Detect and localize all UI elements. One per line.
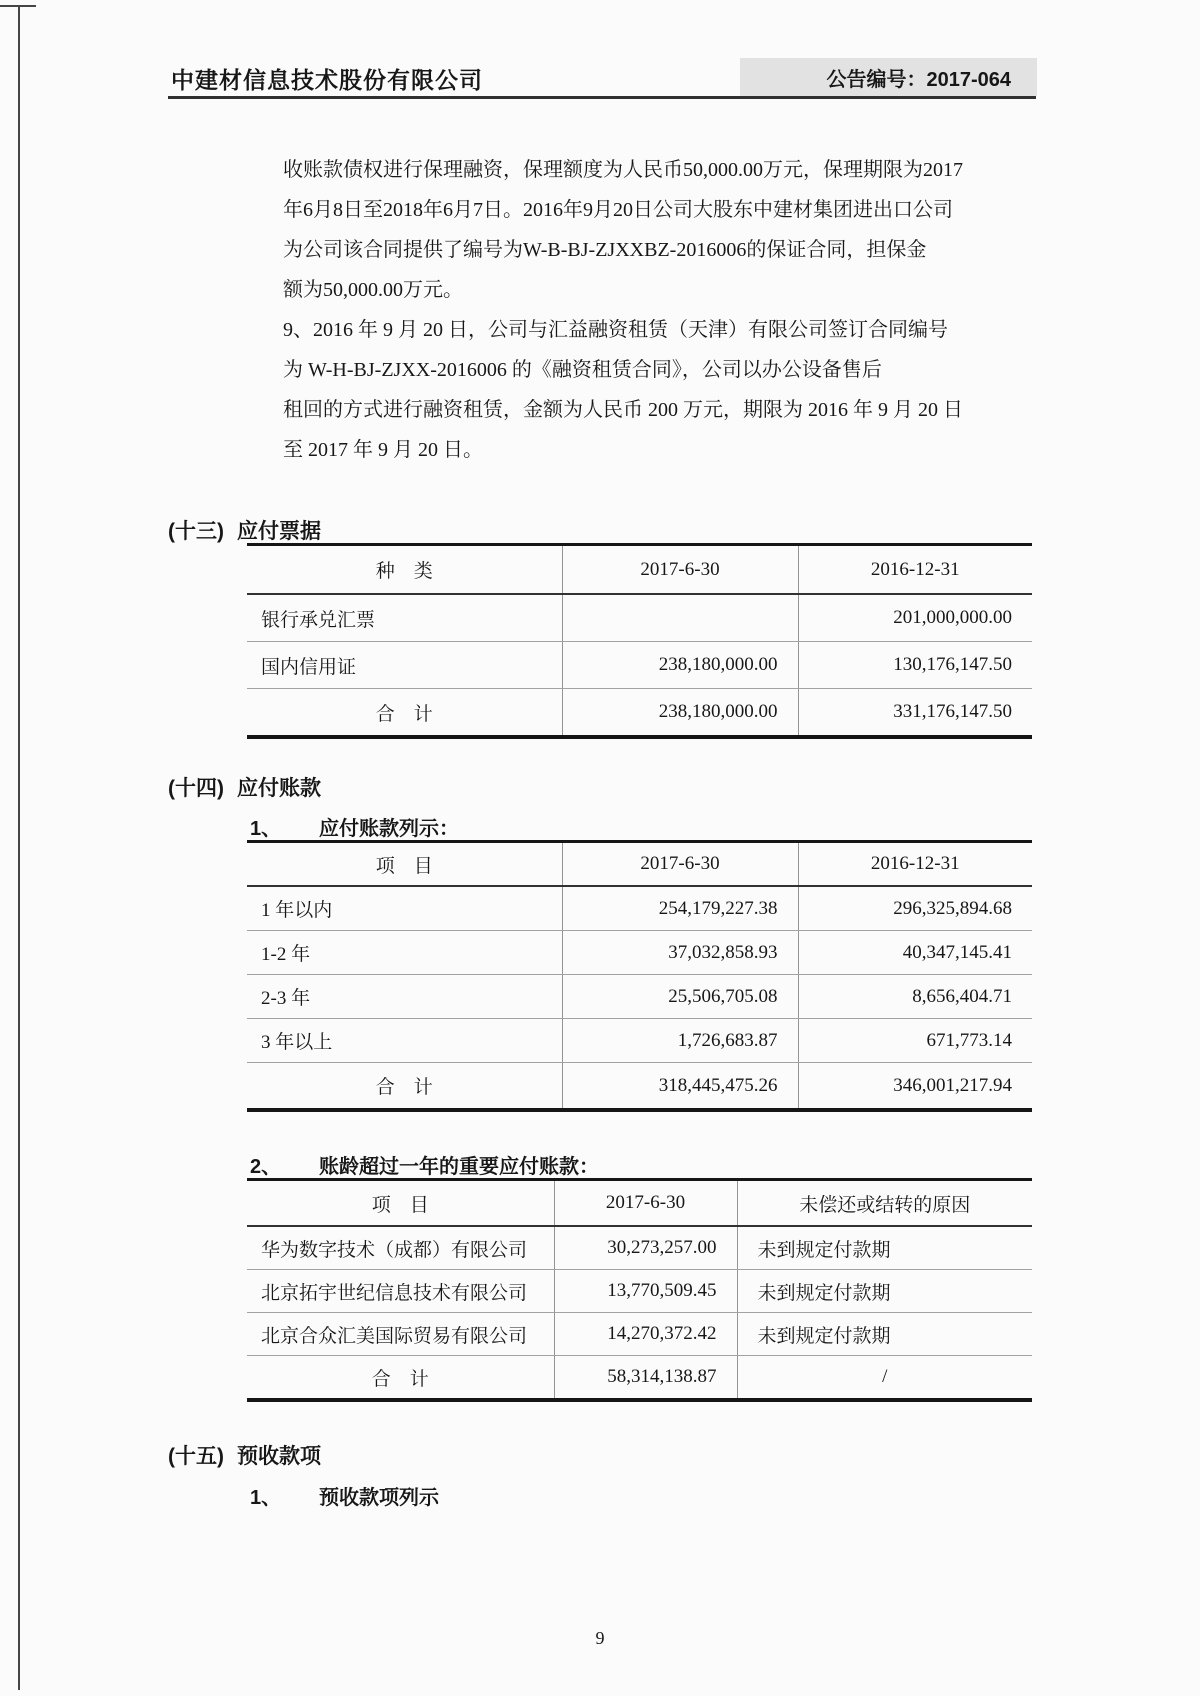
amount-cell: 130,176,147.50: [798, 642, 1032, 689]
total-label: 合 计: [375, 703, 433, 725]
paragraph-2-line-3: 租回的方式进行融资租赁，金额为人民币 200 万元，期限为 2016 年 9 月 20 日: [283, 399, 963, 421]
reason-cell: 未到规定付款期: [737, 1313, 1032, 1356]
column-header-item: 项 目: [247, 842, 562, 887]
paragraph-1-line-1: 收账款债权进行保理融资，保理额度为人民币50,000.00万元，保理期限为2017: [283, 159, 963, 181]
row-label: 1 年以内: [247, 886, 562, 931]
row-label: 国内信用证: [247, 642, 562, 689]
subsection-title: 应付账款列示：: [319, 818, 459, 840]
row-label: 华为数字技术（成都）有限公司: [247, 1226, 554, 1270]
total-label: 合 计: [371, 1368, 429, 1390]
total-amount-cell: 318,445,475.26: [562, 1063, 798, 1111]
amount-cell: 296,325,894.68: [798, 886, 1032, 931]
page-number: 9: [595, 1628, 605, 1648]
section-13-number: (十三): [168, 520, 224, 543]
column-header-2016-12-31: 2016-12-31: [798, 545, 1032, 595]
total-amount-cell: 346,001,217.94: [798, 1063, 1032, 1111]
row-label: 银行承兑汇票: [247, 594, 562, 642]
section-14-heading: [168, 772, 321, 802]
table-header-row: [247, 842, 1032, 887]
amount-cell: 14,270,372.42: [554, 1313, 737, 1356]
column-header-2016-12-31: 2016-12-31: [798, 842, 1032, 887]
column-header-item: 项 目: [247, 1180, 554, 1227]
paragraph-1-line-3: 为公司该合同提供了编号为W-B-BJ-ZJXXBZ-2016006的保证合同，担保金: [283, 239, 927, 261]
row-label: 北京拓宇世纪信息技术有限公司: [247, 1270, 554, 1313]
table-total-row: [247, 689, 1032, 738]
section-13-heading: [168, 515, 321, 545]
table-row: [247, 642, 1032, 689]
table-header-row: [247, 545, 1032, 595]
row-label: 1-2 年: [247, 931, 562, 975]
paragraph-2-line-4: 至 2017 年 9 月 20 日。: [283, 439, 483, 461]
section-14-title: 应付账款: [237, 777, 321, 800]
section-15-title: 预收款项: [237, 1445, 321, 1468]
table-row: [247, 931, 1032, 975]
table-total-row: [247, 1356, 1032, 1401]
accounts-payable-aging-table: [247, 840, 1032, 1112]
amount-cell: 1,726,683.87: [562, 1019, 798, 1063]
subsection-title: 预收款项列示: [319, 1487, 439, 1509]
table-row: [247, 886, 1032, 931]
company-name: 中建材信息技术股份有限公司: [171, 67, 483, 93]
column-header-category: 种 类: [247, 545, 562, 595]
subsection-number: 2、: [250, 1156, 282, 1178]
scan-edge-left: [18, 5, 20, 1690]
notes-payable-table: [247, 543, 1032, 739]
header-divider: [168, 96, 1036, 99]
amount-cell: 25,506,705.08: [562, 975, 798, 1019]
subsection-14-2-heading: [250, 1150, 599, 1179]
amount-cell: 8,656,404.71: [798, 975, 1032, 1019]
table-row: [247, 975, 1032, 1019]
scan-edge-top: [0, 5, 36, 7]
subsection-15-1-heading: [250, 1481, 439, 1510]
amount-cell: 40,347,145.41: [798, 931, 1032, 975]
column-header-2017-6-30: 2017-6-30: [562, 842, 798, 887]
subsection-14-1-heading: [250, 812, 459, 841]
section-13-title: 应付票据: [237, 520, 321, 543]
subsection-number: 1、: [250, 1487, 282, 1509]
total-label: 合 计: [375, 1077, 433, 1098]
table-header-row: [247, 1180, 1032, 1227]
amount-cell: 671,773.14: [798, 1019, 1032, 1063]
paragraph-2-line-1: 9、2016 年 9 月 20 日，公司与汇益融资租赁（天津）有限公司签订合同编号: [283, 319, 948, 341]
amount-cell: 37,032,858.93: [562, 931, 798, 975]
paragraph-1-line-4: 额为50,000.00万元。: [283, 279, 463, 301]
total-amount-cell: 58,314,138.87: [554, 1356, 737, 1401]
subsection-number: 1、: [250, 818, 282, 840]
notice-number: 公告编号：2017-064: [826, 68, 1011, 91]
body-paragraphs: [283, 150, 973, 470]
row-label: 北京合众汇美国际贸易有限公司: [247, 1313, 554, 1356]
table-row: [247, 1019, 1032, 1063]
total-reason-cell: /: [737, 1356, 1032, 1401]
section-15-number: (十五): [168, 1445, 224, 1468]
column-header-2017-6-30: 2017-6-30: [562, 545, 798, 595]
important-payables-over-one-year-table: [247, 1178, 1032, 1402]
reason-cell: 未到规定付款期: [737, 1226, 1032, 1270]
section-14-number: (十四): [168, 777, 224, 800]
row-label: 3 年以上: [247, 1019, 562, 1063]
column-header-2017-6-30: 2017-6-30: [554, 1180, 737, 1227]
notice-number-band: [740, 58, 1037, 96]
row-label: 2-3 年: [247, 975, 562, 1019]
column-header-reason: 未偿还或结转的原因: [737, 1180, 1032, 1227]
amount-cell: 201,000,000.00: [798, 594, 1032, 642]
table-row: [247, 594, 1032, 642]
table-row: [247, 1270, 1032, 1313]
amount-cell: 13,770,509.45: [554, 1270, 737, 1313]
paragraph-1-line-2: 年6月8日至2018年6月7日。2016年9月20日公司大股东中建材集团进出口公司: [283, 199, 953, 221]
table-row: [247, 1226, 1032, 1270]
reason-cell: 未到规定付款期: [737, 1270, 1032, 1313]
amount-cell: 254,179,227.38: [562, 886, 798, 931]
total-amount-cell: 331,176,147.50: [798, 689, 1032, 738]
table-total-row: [247, 1063, 1032, 1111]
amount-cell: 30,273,257.00: [554, 1226, 737, 1270]
total-amount-cell: 238,180,000.00: [562, 689, 798, 738]
paragraph-2-line-2: 为 W-H-BJ-ZJXX-2016006 的《融资租赁合同》，公司以办公设备售后: [283, 359, 882, 381]
amount-cell: 238,180,000.00: [562, 642, 798, 689]
amount-cell: [562, 594, 798, 642]
section-15-heading: [168, 1440, 321, 1470]
table-row: [247, 1313, 1032, 1356]
subsection-title: 账龄超过一年的重要应付账款：: [319, 1156, 599, 1178]
